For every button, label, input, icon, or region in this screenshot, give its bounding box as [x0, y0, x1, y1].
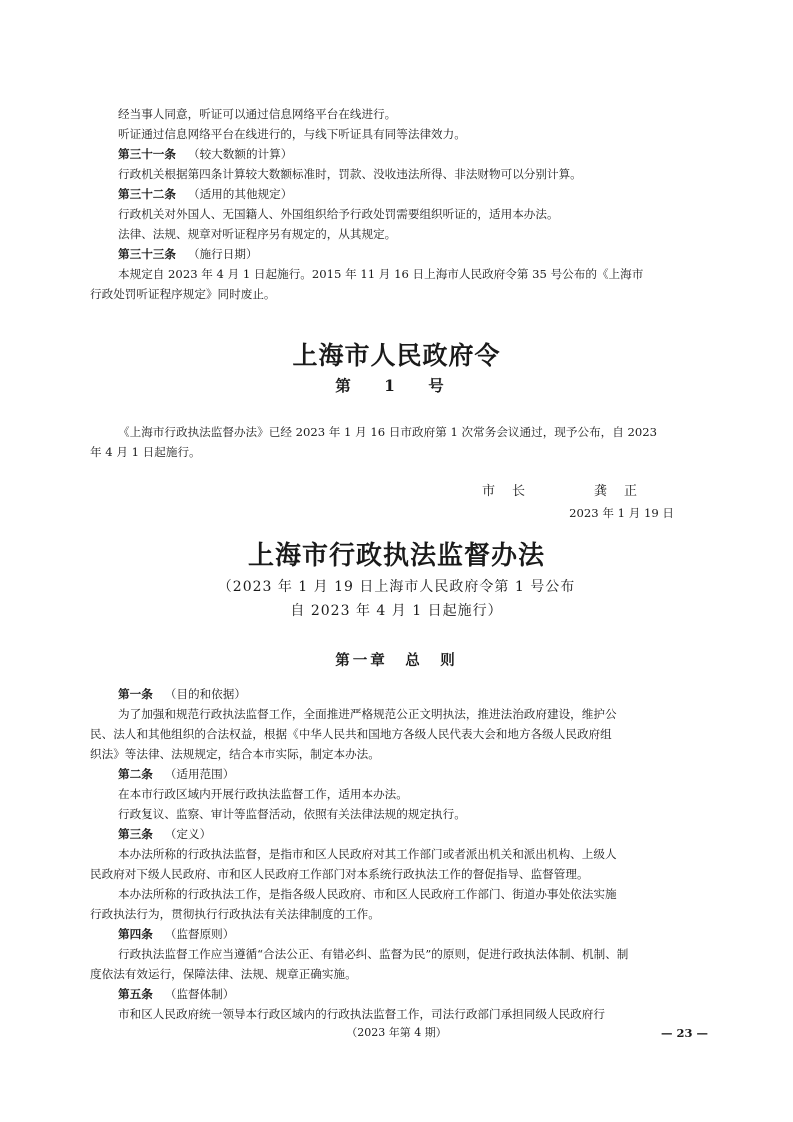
paragraph-line: 度依法有效运行，保障法律、法规、规章正确实施。	[90, 967, 357, 981]
article-number: 第三十二条	[118, 187, 176, 201]
article-title: （监督体制）	[164, 987, 235, 1001]
paragraph-line: 本规定自 2023 年 4 月 1 日起施行。2015 年 11 月 16 日上海市人民政府令第 35 号公布的《上海市	[118, 267, 644, 281]
article-number: 第三十一条	[118, 147, 176, 161]
paragraph-line: 听证通过信息网络平台在线进行的，与线下听证具有同等法律效力。	[118, 127, 466, 141]
paragraph-line: 年 4 月 1 日起施行。	[90, 445, 201, 459]
paragraph-line: 本办法所称的行政执法工作，是指各级人民政府、市和区人民政府工作部门、街道办事处依法实施	[118, 887, 617, 901]
paragraph-line: 民政府对下级人民政府、市和区人民政府工作部门对本系统行政执法工作的督促指导、监督管理。	[90, 867, 589, 881]
article-heading	[118, 684, 704, 704]
paragraph-line: 行政执法行为，贯彻执行行政执法有关法律制度的工作。	[90, 907, 380, 921]
article-heading	[118, 144, 704, 164]
paragraph-line: 经当事人同意，听证可以通过信息网络平台在线进行。	[118, 107, 397, 121]
article-heading	[118, 824, 704, 844]
order-date: 2023 年 1 月 19 日	[569, 506, 674, 520]
signer-role: 市 长	[482, 484, 528, 499]
article-number: 第三十三条	[118, 247, 176, 261]
order-title: 上海市人民政府令	[292, 341, 501, 370]
chapter-heading: 第一章 总 则	[335, 652, 458, 669]
page-number: — 23 —	[660, 1026, 708, 1040]
paragraph-line: 本办法所称的行政执法监督，是指市和区人民政府对其工作部门或者派出机关和派出机构、上级人	[118, 847, 617, 861]
article-title: （较大数额的计算）	[187, 147, 293, 161]
measure-subtitle-line: 自 2023 年 4 月 1 日起施行）	[290, 603, 503, 619]
article-number: 第二条	[118, 767, 153, 781]
article-heading	[118, 764, 704, 784]
paragraph-line: 市和区人民政府统一领导本行政区域内的行政执法监督工作，司法行政部门承担同级人民政府行	[118, 1007, 605, 1021]
paragraph-line: 民、法人和其他组织的合法权益，根据《中华人民共和国地方各级人民代表大会和地方各级人民政府组	[90, 727, 612, 741]
article-title: （目的和依据）	[164, 687, 246, 701]
article-title: （施行日期）	[187, 247, 258, 261]
paragraph-line: 织法》等法律、法规规定，结合本市实际，制定本办法。	[90, 747, 380, 761]
paragraph-line: 法律、法规、规章对听证程序另有规定的，从其规定。	[118, 227, 397, 241]
article-number: 第四条	[118, 927, 153, 941]
paragraph-line: 在本市行政区域内开展行政执法监督工作，适用本办法。	[118, 787, 408, 801]
article-heading	[118, 924, 704, 944]
article-heading	[118, 984, 704, 1004]
article-number: 第三条	[118, 827, 153, 841]
order-number: 第 1 号	[335, 376, 458, 395]
paragraph-line: 行政复议、监察、审计等监督活动，依照有关法律法规的规定执行。	[118, 807, 466, 821]
article-heading	[118, 244, 704, 264]
paragraph-line: 行政执法监督工作应当遵循“合法公正、有错必纠、监督为民”的原则，促进行政执法体制、机制、制	[118, 947, 629, 961]
article-title: （适用范围）	[164, 767, 235, 781]
measure-title: 上海市行政执法监督办法	[247, 541, 545, 571]
article-number: 第五条	[118, 987, 153, 1001]
paragraph-line: 行政机关根据第四条计算较大数额标准时，罚款、没收违法所得、非法财物可以分别计算。	[118, 167, 582, 181]
signer-name: 龚 正	[594, 484, 640, 499]
article-title: （监督原则）	[164, 927, 235, 941]
paragraph-line: 行政处罚听证程序规定》同时废止。	[90, 287, 276, 301]
article-title: （定义）	[164, 827, 212, 841]
paragraph-line: 为了加强和规范行政执法监督工作，全面推进严格规范公正文明执法，推进法治政府建设，维护公	[118, 707, 617, 721]
article-number: 第一条	[118, 687, 153, 701]
issue-label: （2023 年第 4 期）	[346, 1026, 447, 1039]
article-heading	[118, 184, 704, 204]
article-title: （适用的其他规定）	[187, 187, 293, 201]
measure-subtitle-line: （2023 年 1 月 19 日上海市人民政府令第 1 号公布	[217, 579, 576, 595]
paragraph-line: 行政机关对外国人、无国籍人、外国组织给予行政处罚需要组织听证的，适用本办法。	[118, 207, 559, 221]
paragraph-line: 《上海市行政执法监督办法》已经 2023 年 1 月 16 日市政府第 1 次常务会议通过，现予公布，自 2023	[118, 425, 658, 439]
